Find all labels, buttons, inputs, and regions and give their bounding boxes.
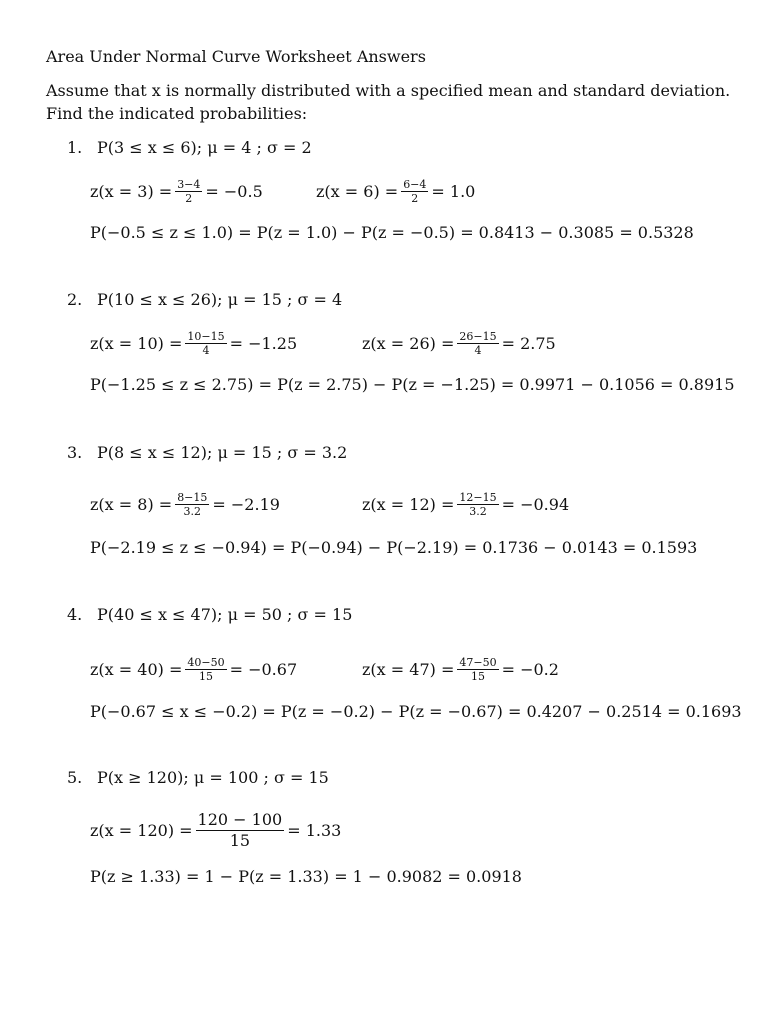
numerator: 3−4: [177, 178, 201, 191]
problem-statement: P(8 ≤ x ≤ 12); μ = 15 ; σ = 3.2: [97, 443, 348, 462]
denominator: 15: [196, 830, 285, 851]
z-left: z(x = 26) =: [362, 334, 455, 353]
z-score-2: [362, 491, 569, 518]
probability-line: P(z ≥ 1.33) = 1 − P(z = 1.33) = 1 − 0.9082 = 0.0918: [90, 867, 522, 886]
z-right: = −0.67: [229, 660, 298, 679]
z-score-1: [90, 178, 263, 205]
z-left: z(x = 10) =: [90, 334, 183, 353]
z-score-2: [362, 330, 556, 357]
z-right: = 2.75: [501, 334, 556, 353]
z-right: = 1.0: [431, 182, 476, 201]
numerator: 26−15: [459, 330, 497, 343]
fraction: [197, 810, 284, 851]
numerator: 12−15: [459, 491, 497, 504]
probability-line: P(−2.19 ≤ z ≤ −0.94) = P(−0.94) − P(−2.19) = 0.1736 − 0.0143 = 0.1593: [90, 538, 698, 557]
z-score-2: [316, 178, 475, 205]
fraction: [176, 491, 208, 518]
denominator: 15: [457, 669, 498, 683]
problem-number: 1.: [67, 138, 83, 157]
z-left: z(x = 12) =: [362, 495, 455, 514]
numerator: 6−4: [403, 178, 427, 191]
z-left: z(x = 6) =: [316, 182, 399, 201]
z-left: z(x = 120) =: [90, 821, 193, 840]
z-right: = −1.25: [229, 334, 298, 353]
fraction: [176, 178, 201, 205]
problem-number: 4.: [67, 605, 83, 624]
page-title: Area Under Normal Curve Worksheet Answers: [46, 47, 426, 66]
denominator: 2: [401, 191, 428, 205]
numerator: 10−15: [187, 330, 225, 343]
numerator: 8−15: [177, 491, 208, 504]
z-score-1: [90, 491, 280, 518]
z-right: = −0.5: [205, 182, 263, 201]
fraction: [458, 656, 497, 683]
z-score-2: [362, 656, 559, 683]
denominator: 15: [185, 669, 226, 683]
numerator: 40−50: [187, 656, 225, 669]
fraction: [186, 656, 225, 683]
denominator: 3.2: [175, 504, 209, 518]
problem-statement: P(3 ≤ x ≤ 6); μ = 4 ; σ = 2: [97, 138, 312, 157]
z-left: z(x = 8) =: [90, 495, 173, 514]
probability-line: P(−0.5 ≤ z ≤ 1.0) = P(z = 1.0) − P(z = −0.5) = 0.8413 − 0.3085 = 0.5328: [90, 223, 694, 242]
problem-statement: P(40 ≤ x ≤ 47); μ = 50 ; σ = 15: [97, 605, 353, 624]
denominator: 4: [457, 343, 498, 357]
fraction: [458, 330, 497, 357]
probability-line: P(−1.25 ≤ z ≤ 2.75) = P(z = 2.75) − P(z = −1.25) = 0.9971 − 0.1056 = 0.8915: [90, 375, 735, 394]
problem-number: 3.: [67, 443, 83, 462]
denominator: 3.2: [457, 504, 498, 518]
z-right: = −0.2: [501, 660, 559, 679]
denominator: 4: [185, 343, 226, 357]
z-score-1: [90, 330, 297, 357]
z-left: z(x = 3) =: [90, 182, 173, 201]
z-score-1: [90, 656, 297, 683]
z-right: = −2.19: [212, 495, 280, 514]
numerator: 120 − 100: [197, 810, 283, 829]
z-right: = 1.33: [287, 821, 342, 840]
fraction: [402, 178, 427, 205]
problem-number: 5.: [67, 768, 83, 787]
probability-line: P(−0.67 ≤ x ≤ −0.2) = P(z = −0.2) − P(z = −0.67) = 0.4207 − 0.2514 = 0.1693: [90, 702, 742, 721]
instructions: Assume that x is normally distributed with a specified mean and standard deviation. Find the indicated probabilities:: [46, 81, 731, 123]
problem-statement: P(x ≥ 120); μ = 100 ; σ = 15: [97, 768, 329, 787]
denominator: 2: [175, 191, 202, 205]
z-left: z(x = 40) =: [90, 660, 183, 679]
z-left: z(x = 47) =: [362, 660, 455, 679]
problem-number: 2.: [67, 290, 83, 309]
fraction: [458, 491, 497, 518]
z-right: = −0.94: [501, 495, 570, 514]
numerator: 47−50: [459, 656, 497, 669]
problem-statement: P(10 ≤ x ≤ 26); μ = 15 ; σ = 4: [97, 290, 343, 309]
fraction: [186, 330, 225, 357]
z-score-1: [90, 810, 341, 851]
